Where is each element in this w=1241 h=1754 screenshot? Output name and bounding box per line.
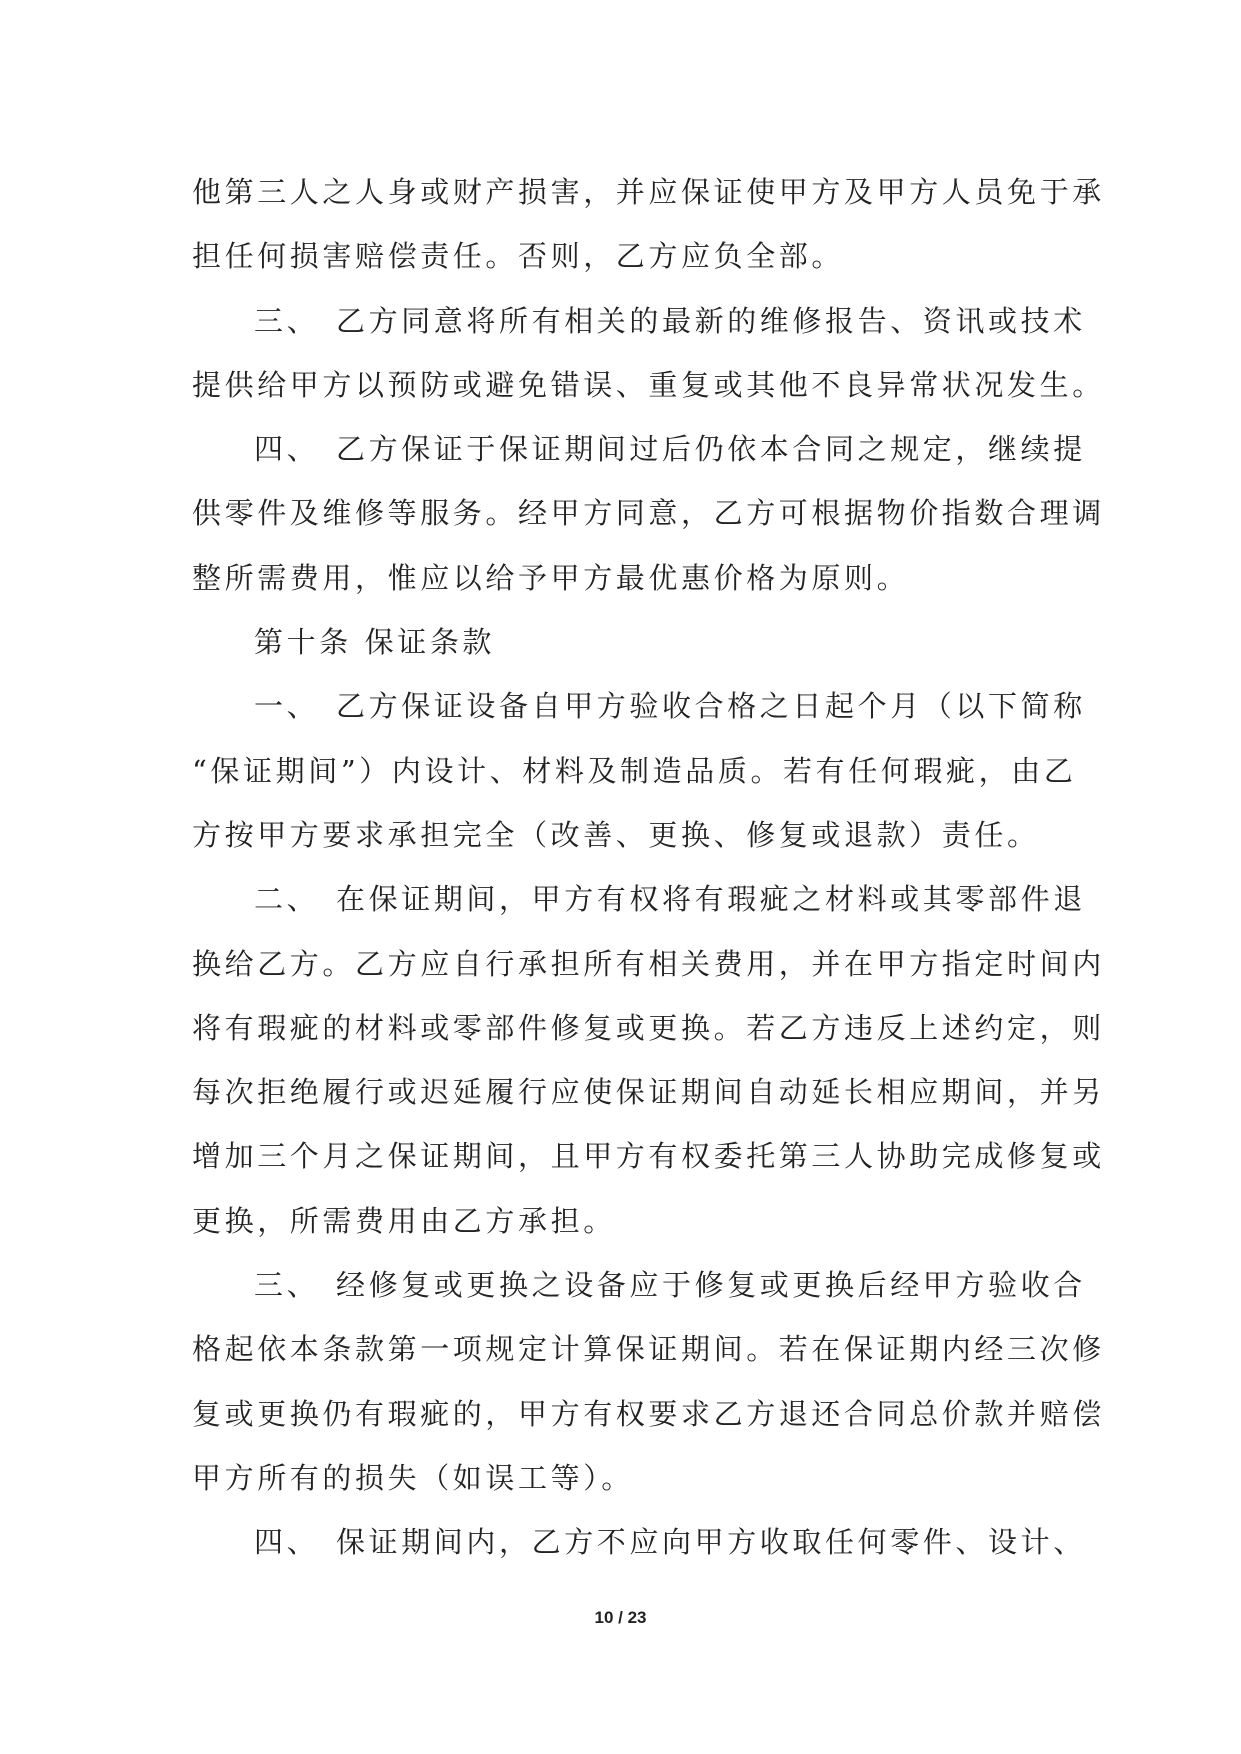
line-text: 每次拒绝履行或迟延履行应使保证期间自动延长相应期间，并另 [192,1075,1105,1110]
section-heading [192,610,1072,674]
clause-number: 一、 [254,689,320,724]
heading-text: 第十条 保证条款 [254,625,496,660]
line-text: 换给乙方。乙方应自行承担所有相关费用，并在甲方指定时间内 [192,946,1105,981]
line-text: 经修复或更换之设备应于修复或更换后经甲方验收合 [336,1268,1086,1303]
text-line [192,160,1105,224]
text-line [192,932,1105,996]
text-line [192,1060,1105,1124]
clause-number: 二、 [254,882,320,917]
text-line [192,739,1077,803]
line-text: 方按甲方要求承担完全（改善、更换、修复或退款）责任。 [192,817,1040,852]
line-text: 格起依本条款第一项规定计算保证期间。若在保证期内经三次修 [192,1332,1105,1367]
document-body [192,160,1105,1575]
clause-line [192,1510,1086,1574]
line-text: 乙方同意将所有相关的最新的维修报告、资讯或技术 [336,303,1086,338]
line-text: 甲方所有的损失（如误工等）。 [192,1460,634,1495]
line-text: 复或更换仍有瑕疵的，甲方有权要求乙方退还合同总价款并赔偿 [192,1396,1105,1431]
text-line [192,1317,1105,1381]
line-text: 将有瑕疵的材料或零部件修复或更换。若乙方违反上述约定，则 [192,1010,1105,1045]
text-line [192,546,1072,610]
line-text: 更换，所需费用由乙方承担。 [192,1203,616,1238]
clause-number: 三、 [254,1268,320,1303]
clause-line [192,289,1086,353]
text-line [192,996,1105,1060]
line-text: 增加三个月之保证期间，且甲方有权委托第三人协助完成修复或 [192,1139,1105,1174]
text-line [192,1189,1072,1253]
line-text: 保证期间内，乙方不应向甲方收取任何零件、设计、 [336,1525,1086,1560]
clause-line [192,867,1086,931]
clause-number: 三、 [254,303,320,338]
page-number: 10 / 23 [594,1608,647,1627]
text-line [192,1446,1072,1510]
line-text: 提供给甲方以预防或避免错误、重复或其他不良异常状况发生。 [192,367,1105,402]
text-line [192,481,1105,545]
line-text: 供零件及维修等服务。经甲方同意，乙方可根据物价指数合理调 [192,496,1105,531]
clause-number: 四、 [254,1525,320,1560]
text-line [192,1124,1105,1188]
text-line [192,803,1072,867]
text-line [192,224,1072,288]
line-text: “保证期间”）内设计、材料及制造品质。若有任何瑕疵，由乙 [192,753,1077,788]
line-text: 他第三人之人身或财产损害，并应保证使甲方及甲方人员免于承 [192,175,1105,209]
line-text: 担任何损害赔偿责任。否则，乙方应负全部。 [192,239,845,274]
clause-line [192,417,1086,481]
clause-line [192,1253,1086,1317]
line-text: 乙方保证于保证期间过后仍依本合同之规定，继续提 [336,432,1086,467]
text-line [192,353,1105,417]
line-text: 乙方保证设备自甲方验收合格之日起个月（以下简称 [336,689,1086,724]
text-line [192,1382,1105,1446]
line-text: 整所需费用，惟应以给予甲方最优惠价格为原则。 [192,560,910,595]
clause-line [192,674,1086,738]
line-text: 在保证期间，甲方有权将有瑕疵之材料或其零部件退 [336,882,1086,917]
clause-number: 四、 [254,432,320,467]
